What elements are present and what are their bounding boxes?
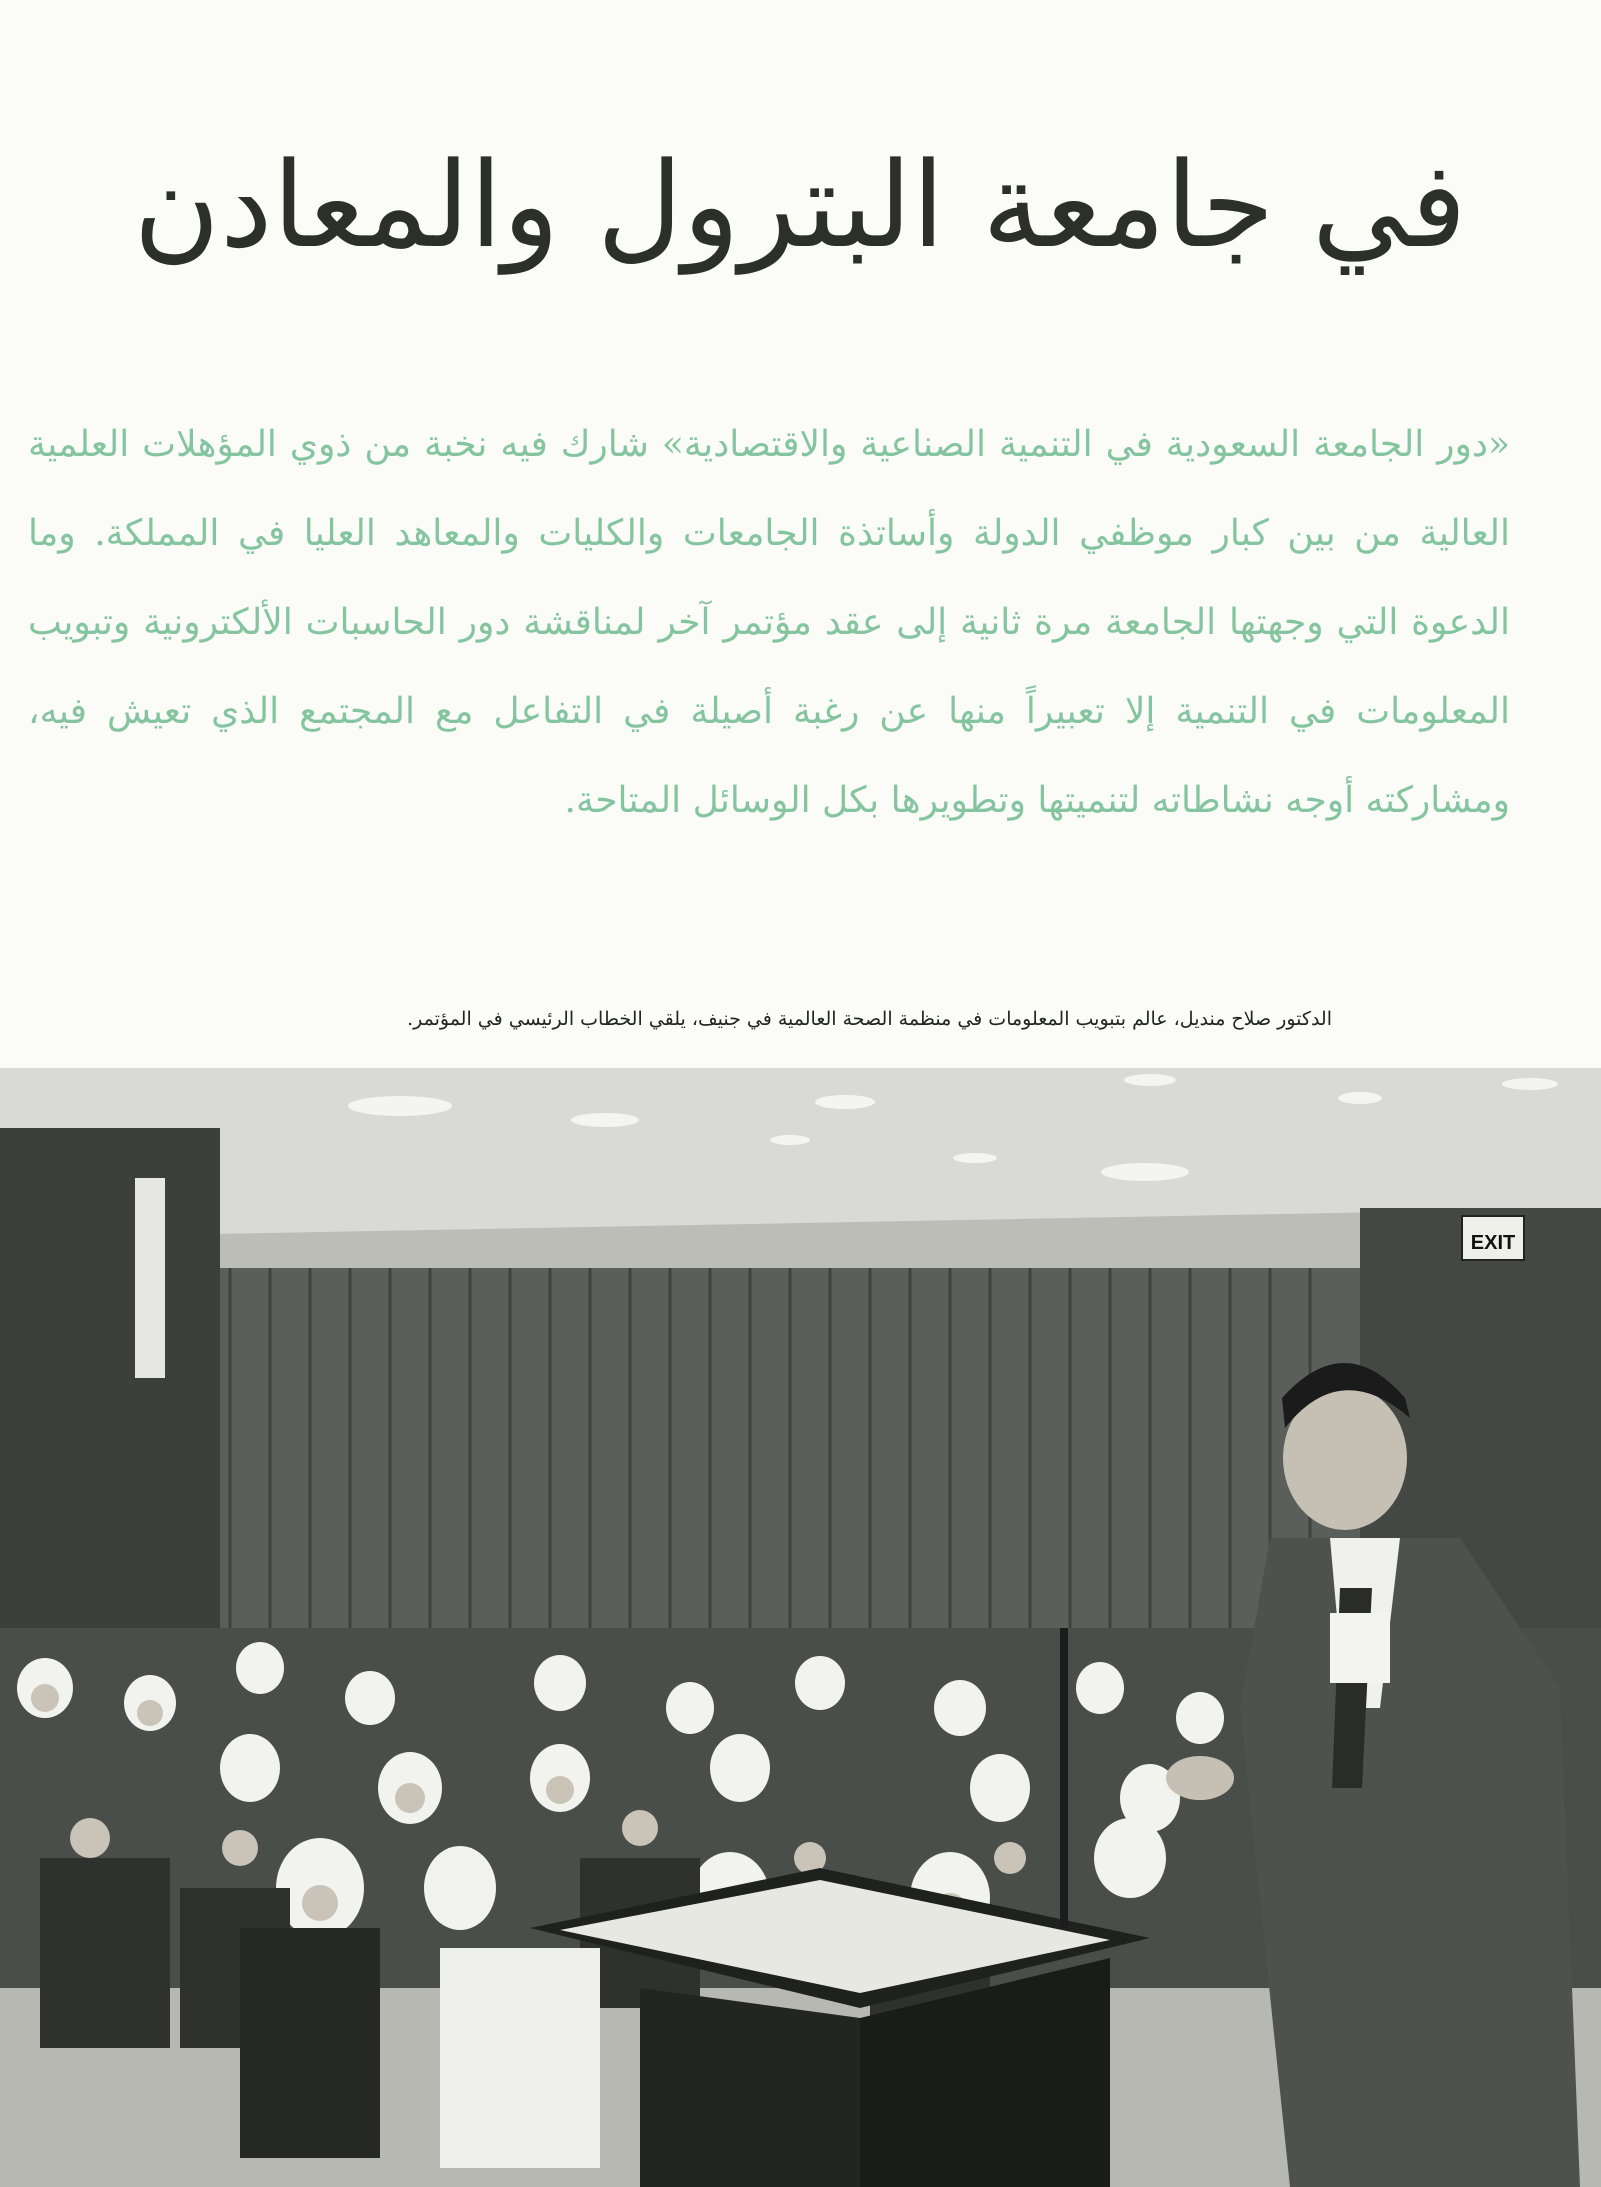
left-wall bbox=[0, 1128, 220, 1688]
ceiling-light bbox=[571, 1113, 639, 1127]
ceiling-light bbox=[770, 1135, 810, 1145]
conference-photo bbox=[0, 1068, 1601, 2187]
ceiling-light bbox=[1502, 1078, 1558, 1090]
intro-paragraph: «دور الجامعة السعودية في التنمية الصناعية والاقتصادية» شارك فيه نخبة من ذوي المؤهلات العلمية العالية من بين كبار موظفي الدولة وأساتذة الجامعات والكليات والمعاهد العليا في المملكة. وما الدعوة التي وجهتها الجامعة مرة ثانية إلى عقد مؤتمر آخر لمناقشة دور الحاسبات الألكترونية وتبويب المعلومات في التنمية إلا تعبيراً منها عن رغبة أصيلة في التفاعل مع المجتمع الذي تعيش فيه، ومشاركته أوجه نشاطاته لتنميتها وتطويرها بكل الوسائل المتاحة. bbox=[28, 424, 1510, 821]
exit-sign: EXIT bbox=[1470, 1232, 1516, 1254]
ceiling-light bbox=[815, 1095, 875, 1109]
ceiling-light bbox=[1338, 1092, 1382, 1104]
ceiling-light bbox=[348, 1096, 452, 1116]
ceiling-light bbox=[953, 1153, 997, 1163]
microphone-stand bbox=[1060, 1628, 1068, 1928]
article-title: في جامعة البترول والمعادن bbox=[133, 136, 1467, 274]
ceiling-light bbox=[1124, 1074, 1176, 1086]
photo-caption: الدكتور صلاح منديل، عالم بتبويب المعلومات في منظمة الصحة العالمية في جنيف، يلقي الخطاب الرئيسي في المؤتمر. bbox=[407, 1008, 1332, 1030]
article-intro bbox=[28, 400, 1510, 845]
ceiling-light bbox=[1101, 1163, 1189, 1181]
